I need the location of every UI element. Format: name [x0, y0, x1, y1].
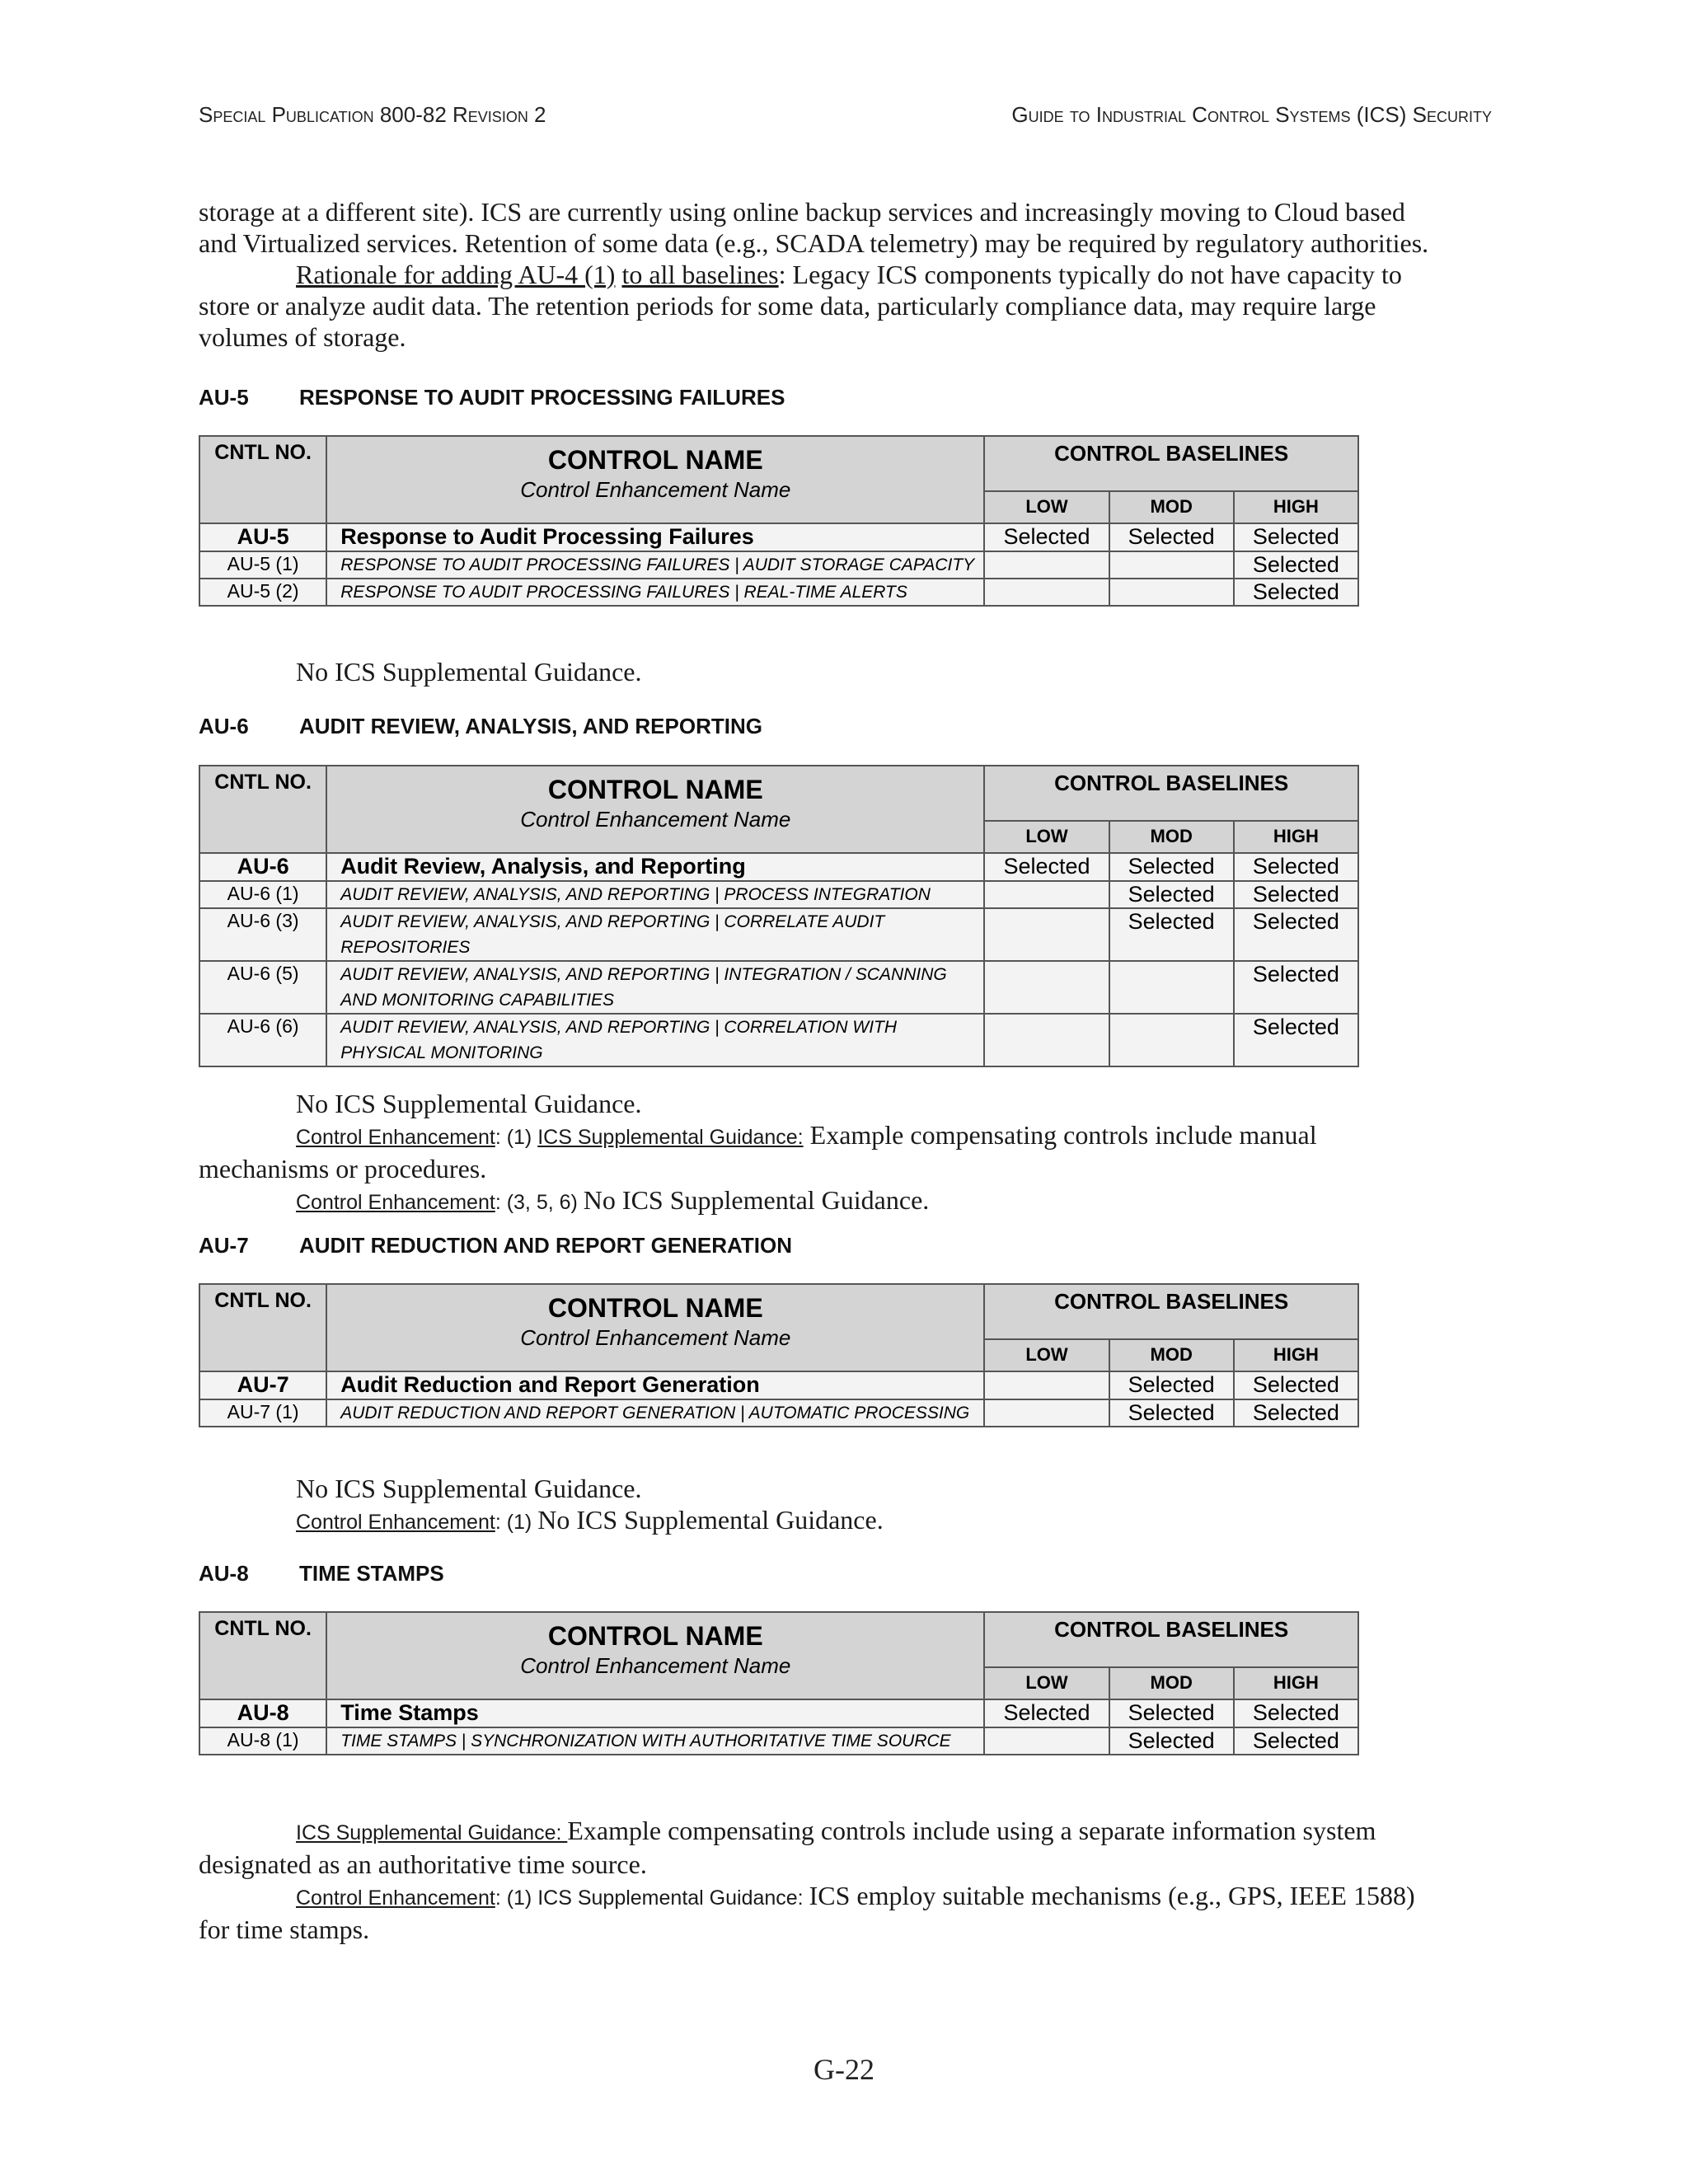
enhancement-name: AUDIT REVIEW, ANALYSIS, AND REPORTING | PROCESS INTEGRATION [326, 881, 984, 908]
au7-ce1 [199, 1504, 1493, 1538]
baseline-high: Selected [1234, 551, 1358, 579]
control-number: AU-6 [199, 853, 326, 881]
baseline-high: Selected [1234, 1014, 1358, 1066]
baseline-low [984, 579, 1109, 606]
header-low: LOW [984, 1667, 1109, 1700]
control-number: AU-7 [199, 1371, 326, 1399]
enhancement-name-label: Control Enhancement Name [520, 1653, 791, 1678]
header-cntl-no: CNTL NO. [199, 766, 326, 853]
baseline-high: Selected [1234, 1699, 1358, 1727]
header-cntl-no: CNTL NO. [199, 1612, 326, 1699]
control-number: AU-8 [199, 1699, 326, 1727]
table-row [199, 908, 1358, 961]
table-row [199, 1727, 1358, 1755]
enhancement-name: AUDIT REVIEW, ANALYSIS, AND REPORTING | CORRELATION WITH PHYSICAL MONITORING [326, 1014, 984, 1066]
control-table-au7 [199, 1283, 1359, 1427]
baseline-low [984, 1727, 1109, 1755]
intro-line-4: store or analyze audit data. The retention periods for some data, particularly compliance data, may require large [199, 291, 1376, 321]
enhancement-name: RESPONSE TO AUDIT PROCESSING FAILURES | AUDIT STORAGE CAPACITY [326, 551, 984, 579]
au6-ce1-cont: mechanisms or procedures. [199, 1154, 487, 1183]
control-name: Time Stamps [326, 1699, 984, 1727]
section-title: AUDIT REDUCTION AND REPORT GENERATION [299, 1233, 792, 1258]
enhancement-name: AUDIT REDUCTION AND REPORT GENERATION | AUTOMATIC PROCESSING [326, 1399, 984, 1427]
running-header-right [1011, 102, 1492, 128]
control-enhancement-link[interactable]: Control Enhancement [296, 1126, 495, 1149]
rationale-link-baselines[interactable]: to all baselines [621, 260, 779, 289]
au6-guidance [199, 1088, 1493, 1218]
page-number: G-22 [814, 2053, 874, 2086]
header-mod: MOD [1109, 491, 1234, 524]
section-title: RESPONSE TO AUDIT PROCESSING FAILURES [299, 385, 785, 410]
section-number: AU-8 [199, 1561, 249, 1586]
control-enhancement-link[interactable]: Control Enhancement [296, 1511, 495, 1534]
control-table-au6 [199, 765, 1359, 1067]
au5-note: No ICS Supplemental Guidance. [296, 657, 642, 687]
control-enhancement-link[interactable]: Control Enhancement [296, 1886, 495, 1910]
header-control-name [326, 1612, 984, 1699]
header-baselines: CONTROL BASELINES [984, 766, 1358, 821]
section-number: AU-7 [199, 1233, 249, 1258]
enhancement-number: AU-6 (6) [199, 1014, 326, 1066]
supplemental-guidance-link[interactable]: ICS Supplemental Guidance: [537, 1126, 804, 1149]
guidance-text: No ICS Supplemental Guidance. [537, 1505, 884, 1535]
control-table-au5 [199, 435, 1359, 607]
enhancement-name: AUDIT REVIEW, ANALYSIS, AND REPORTING | CORRELATE AUDIT REPOSITORIES [326, 908, 984, 961]
intro-line-1: storage at a different site). ICS are currently using online backup services and increasingly moving to Cloud based [199, 197, 1405, 227]
control-number: AU-5 [199, 523, 326, 551]
intro-line-2: and Virtualized services. Retention of some data (e.g., SCADA telemetry) may be required by regulatory authorities. [199, 228, 1429, 258]
enhancement-number: AU-8 (1) [199, 1727, 326, 1755]
baseline-low: Selected [984, 523, 1109, 551]
section-heading-au6 [199, 714, 762, 739]
baseline-low [984, 551, 1109, 579]
baseline-high: Selected [1234, 1399, 1358, 1427]
section-heading-au7 [199, 1233, 792, 1258]
baseline-mod [1109, 579, 1234, 606]
baseline-mod [1109, 551, 1234, 579]
baseline-mod: Selected [1109, 1699, 1234, 1727]
header-low: LOW [984, 821, 1109, 854]
guidance-text: ICS employ suitable mechanisms (e.g., GPS, IEEE 1588) [809, 1881, 1415, 1910]
enhancement-name-label: Control Enhancement Name [520, 477, 791, 502]
section-heading-au8 [199, 1561, 444, 1586]
baseline-high: Selected [1234, 853, 1358, 881]
header-right-text: Guide to Industrial Control Systems (ICS) Security [1011, 102, 1492, 127]
header-control-name [326, 766, 984, 853]
baseline-mod: Selected [1109, 1399, 1234, 1427]
header-low: LOW [984, 491, 1109, 524]
header-baselines: CONTROL BASELINES [984, 1612, 1358, 1667]
header-high: HIGH [1234, 1667, 1358, 1700]
rationale-line [199, 259, 1493, 290]
header-mod: MOD [1109, 1339, 1234, 1372]
table-row [199, 1371, 1358, 1399]
baseline-mod: Selected [1109, 908, 1234, 961]
control-enhancement-link[interactable]: Control Enhancement [296, 1191, 495, 1214]
header-left-text: Special Publication 800-82 Revision 2 [199, 102, 546, 127]
au8-guidance [199, 1815, 1493, 1945]
supplemental-guidance-label: ICS Supplemental Guidance: [537, 1886, 809, 1910]
baseline-low [984, 881, 1109, 908]
baseline-mod: Selected [1109, 881, 1234, 908]
rationale-link[interactable]: Rationale for adding AU-4 (1) [296, 260, 616, 289]
header-high: HIGH [1234, 821, 1358, 854]
header-cntl-no: CNTL NO. [199, 436, 326, 523]
section-heading-au5 [199, 385, 785, 410]
header-baselines: CONTROL BASELINES [984, 1284, 1358, 1339]
supplemental-guidance-link[interactable]: ICS Supplemental Guidance: [296, 1821, 568, 1844]
section-number: AU-5 [199, 385, 249, 410]
header-baselines: CONTROL BASELINES [984, 436, 1358, 491]
rationale-text: : Legacy ICS components typically do not have capacity to [778, 260, 1402, 289]
enhancement-ref: : (1) [495, 1126, 538, 1149]
au7-note: No ICS Supplemental Guidance. [296, 1474, 642, 1503]
intro-line-5: volumes of storage. [199, 322, 406, 352]
enhancement-name: TIME STAMPS | SYNCHRONIZATION WITH AUTHORITATIVE TIME SOURCE [326, 1727, 984, 1755]
table-row [199, 961, 1358, 1014]
au8-sg [199, 1815, 1493, 1849]
header-cntl-no: CNTL NO. [199, 1284, 326, 1371]
enhancement-name: RESPONSE TO AUDIT PROCESSING FAILURES | REAL-TIME ALERTS [326, 579, 984, 606]
enhancement-number: AU-7 (1) [199, 1399, 326, 1427]
table-row [199, 881, 1358, 908]
header-control-name [326, 436, 984, 523]
baseline-low [984, 1371, 1109, 1399]
baseline-high: Selected [1234, 881, 1358, 908]
header-low: LOW [984, 1339, 1109, 1372]
section-title: AUDIT REVIEW, ANALYSIS, AND REPORTING [299, 714, 762, 738]
au6-ce2 [199, 1184, 1493, 1218]
baseline-mod: Selected [1109, 853, 1234, 881]
enhancement-number: AU-5 (2) [199, 579, 326, 606]
baseline-high: Selected [1234, 908, 1358, 961]
header-mod: MOD [1109, 821, 1234, 854]
baseline-low [984, 908, 1109, 961]
baseline-high: Selected [1234, 1727, 1358, 1755]
table-row [199, 579, 1358, 606]
table-row [199, 1699, 1358, 1727]
enhancement-name-label: Control Enhancement Name [520, 1325, 791, 1350]
au8-ce1-cont: for time stamps. [199, 1915, 370, 1944]
baseline-mod [1109, 1014, 1234, 1066]
header-mod: MOD [1109, 1667, 1234, 1700]
guidance-text: Example compensating controls include manual [803, 1120, 1317, 1150]
baseline-high: Selected [1234, 579, 1358, 606]
enhancement-name-label: Control Enhancement Name [520, 807, 791, 832]
au6-note: No ICS Supplemental Guidance. [296, 1089, 642, 1118]
enhancement-name: AUDIT REVIEW, ANALYSIS, AND REPORTING | INTEGRATION / SCANNING AND MONITORING CAPABILITIES [326, 961, 984, 1014]
enhancement-number: AU-6 (1) [199, 881, 326, 908]
intro-paragraph [199, 196, 1493, 353]
baseline-mod: Selected [1109, 1371, 1234, 1399]
enhancement-number: AU-6 (3) [199, 908, 326, 961]
control-name-label: CONTROL NAME [547, 1293, 763, 1323]
control-name-label: CONTROL NAME [547, 445, 763, 475]
baseline-mod: Selected [1109, 523, 1234, 551]
au8-sg-cont: designated as an authoritative time source. [199, 1849, 647, 1879]
enhancement-ref: : (1) [495, 1511, 538, 1534]
baseline-low: Selected [984, 1699, 1109, 1727]
section-title: TIME STAMPS [299, 1561, 444, 1586]
header-high: HIGH [1234, 1339, 1358, 1372]
control-table-au8 [199, 1611, 1359, 1755]
baseline-mod [1109, 961, 1234, 1014]
running-header-left [199, 102, 546, 128]
baseline-low: Selected [984, 853, 1109, 881]
control-name-label: CONTROL NAME [547, 775, 763, 804]
guidance-text: No ICS Supplemental Guidance. [583, 1185, 930, 1215]
baseline-low [984, 1399, 1109, 1427]
enhancement-number: AU-6 (5) [199, 961, 326, 1014]
control-name: Audit Review, Analysis, and Reporting [326, 853, 984, 881]
control-name: Response to Audit Processing Failures [326, 523, 984, 551]
au8-ce1 [199, 1880, 1493, 1914]
section-number: AU-6 [199, 714, 249, 738]
au7-guidance [199, 1473, 1493, 1538]
enhancement-ref: : (3, 5, 6) [495, 1191, 584, 1214]
baseline-low [984, 961, 1109, 1014]
table-row [199, 551, 1358, 579]
baseline-high: Selected [1234, 523, 1358, 551]
control-name: Audit Reduction and Report Generation [326, 1371, 984, 1399]
baseline-low [984, 1014, 1109, 1066]
enhancement-ref: : (1) [495, 1886, 538, 1910]
header-control-name [326, 1284, 984, 1371]
table-row [199, 523, 1358, 551]
au6-ce1 [199, 1119, 1493, 1153]
baseline-mod: Selected [1109, 1727, 1234, 1755]
control-name-label: CONTROL NAME [547, 1621, 763, 1651]
header-high: HIGH [1234, 491, 1358, 524]
guidance-text: Example compensating controls include using a separate information system [567, 1816, 1376, 1845]
baseline-high: Selected [1234, 1371, 1358, 1399]
baseline-high: Selected [1234, 961, 1358, 1014]
enhancement-number: AU-5 (1) [199, 551, 326, 579]
table-row [199, 1014, 1358, 1066]
table-row [199, 1399, 1358, 1427]
table-row [199, 853, 1358, 881]
